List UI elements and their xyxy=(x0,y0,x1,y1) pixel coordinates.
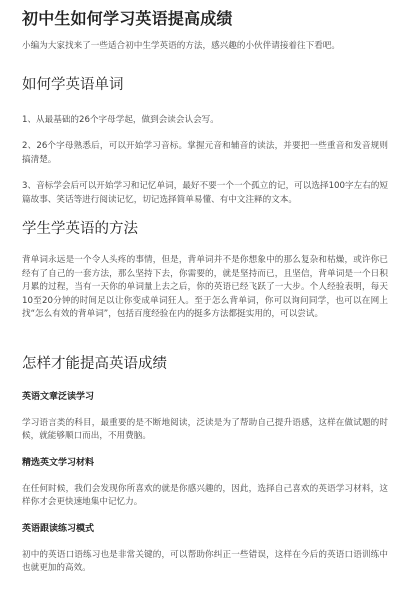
subsection-heading-shadowing: 英语跟读练习模式 xyxy=(22,523,95,534)
section-heading-improve: 怎样才能提高英语成绩 xyxy=(22,355,167,372)
list-item: 2、26个字母熟悉后，可以开始学习音标。掌握元音和辅音的读法，并要把一些重音和发音规则搞清楚。 xyxy=(22,141,388,165)
subsection-heading-extensive-reading: 英语文章泛读学习 xyxy=(22,391,95,402)
section-heading-words: 如何学英语单词 xyxy=(22,76,124,93)
article-title: 初中生如何学习英语提高成绩 xyxy=(22,9,233,28)
list-item: 3、音标学会后可以开始学习和记忆单词，最好不要一个一个孤立的记，可以选择100字左右的短篇故事、笑话等进行阅读记忆，切记选择简单易懂、有中文注释的文本。 xyxy=(22,181,388,205)
subsection-paragraph: 初中的英语口语练习也是非常关键的，可以帮助你纠正一些错误，这样在今后的英语口语训练中也就更加的高效。 xyxy=(22,549,388,573)
subsection-paragraph: 在任何时候，我们会发现你所喜欢的就是你感兴趣的，因此，选择自己喜欢的英语学习材料，这样你才会更快速地集中记忆力。 xyxy=(22,483,388,507)
methods-paragraph: 背单词永远是一个令人头疼的事情，但是，背单词并不是你想象中的那么复杂和枯燥，或许你已经有了自己的一套方法，那么坚持下去，你需要的，就是坚持而已，且坚信，背单词是一个日积月累的过程，当有一天你的单词量上去之后，你的英语已经飞跃了一大步。个人经验表明，每天10至20分钟的时间足以让你变成单词狂人。至于怎么背单词，你可以询问同学，也可以在网上找“怎么有效的背单词”，包括百度经验在内的挺多方法都挺实用的，可以尝试。 xyxy=(22,255,388,319)
subsection-paragraph: 学习语言类的科目，最重要的是不断地阅读，泛读是为了帮助自己提升语感，这样在做试题的时候，就能够顺口而出，不用费脑。 xyxy=(22,417,388,441)
list-item: 1、从最基础的26个字母学起，做到会读会认会写。 xyxy=(22,114,219,125)
subsection-heading-materials: 精选英文学习材料 xyxy=(22,457,95,468)
section-heading-methods: 学生学英语的方法 xyxy=(22,221,138,237)
intro-paragraph: 小编为大家找来了一些适合初中生学英语的方法，感兴趣的小伙伴请接着往下看吧。 xyxy=(22,41,340,51)
